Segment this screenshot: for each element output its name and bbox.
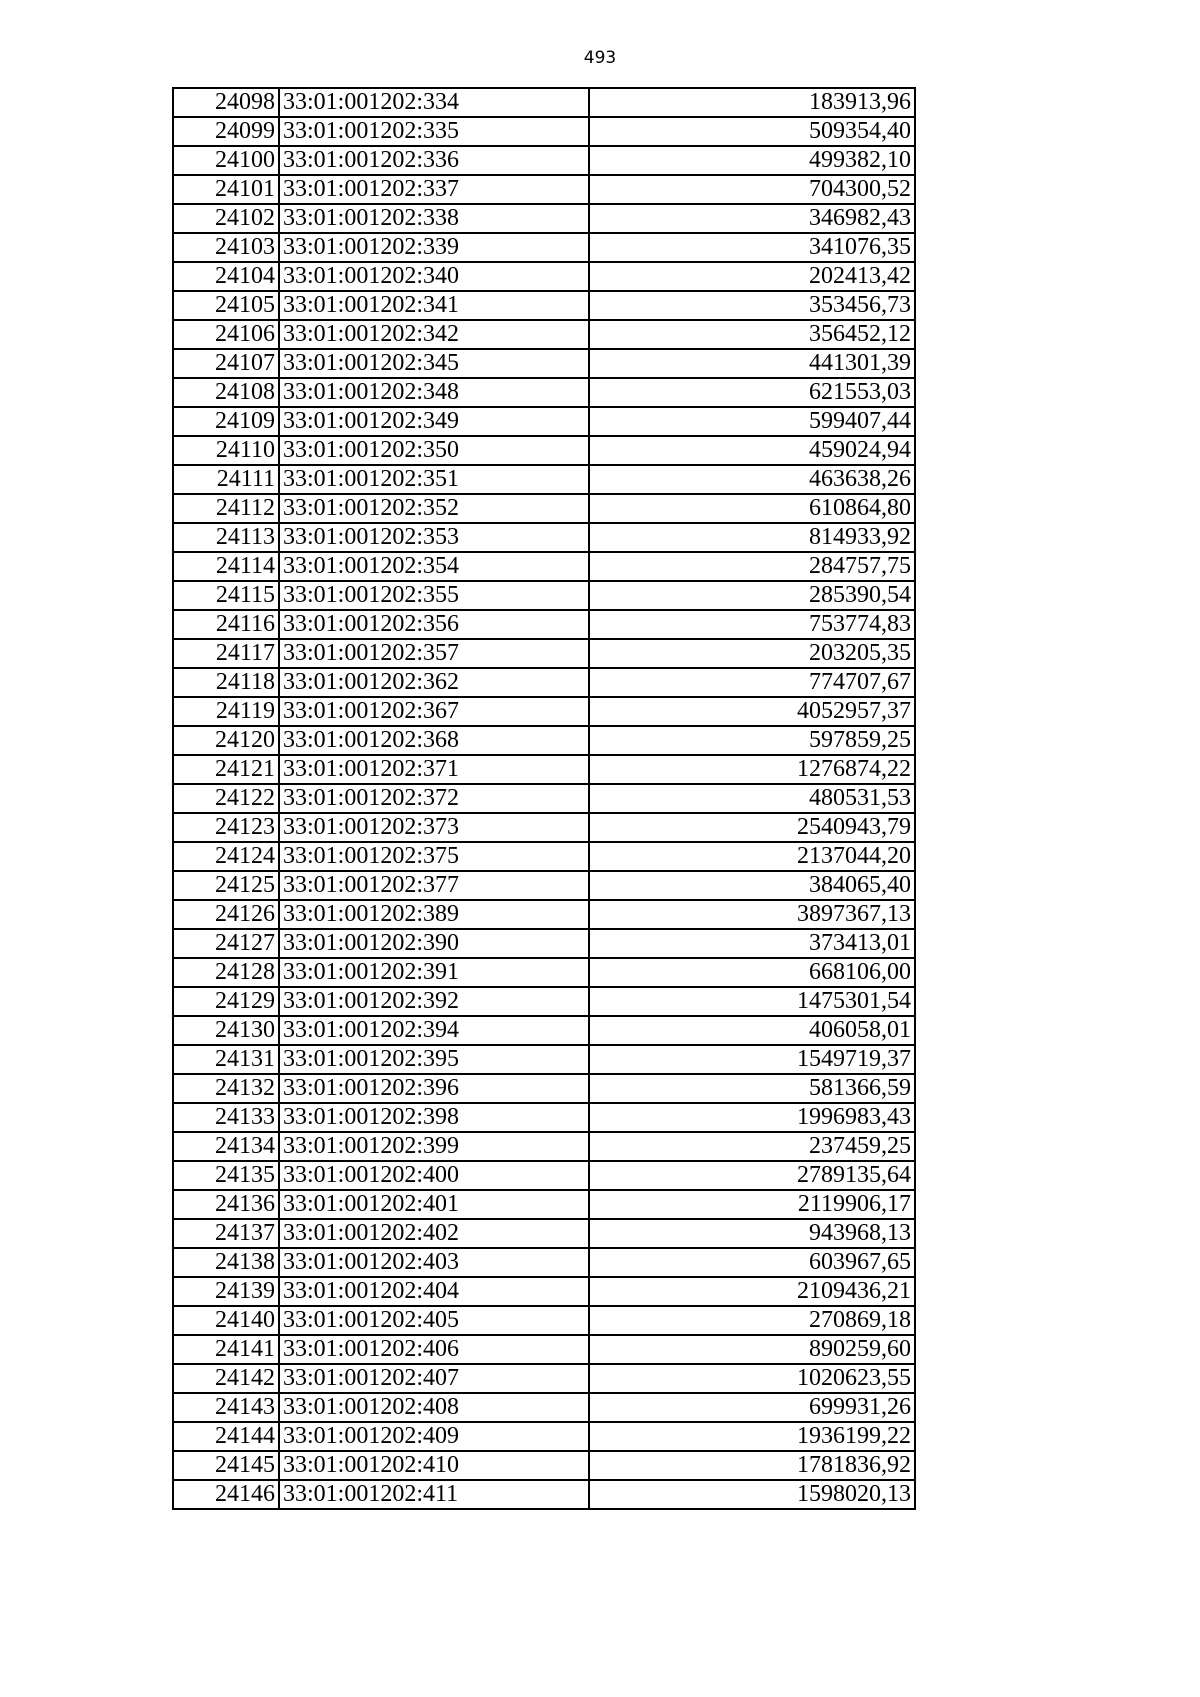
table-row [173,175,915,204]
table-row [173,726,915,755]
table-row [173,1364,915,1393]
cadastral-value-cell: 2109436,21 [589,1277,915,1306]
cadastral-number-cell: 33:01:001202:392 [279,987,589,1016]
cadastral-value-cell: 599407,44 [589,407,915,436]
row-number-cell: 24101 [173,175,279,204]
cadastral-value-cell: 1936199,22 [589,1422,915,1451]
cadastral-number-cell: 33:01:001202:401 [279,1190,589,1219]
cadastral-number-cell: 33:01:001202:405 [279,1306,589,1335]
row-number-cell: 24143 [173,1393,279,1422]
row-number-cell: 24140 [173,1306,279,1335]
cadastral-value-cell: 2119906,17 [589,1190,915,1219]
row-number-cell: 24142 [173,1364,279,1393]
table-row [173,1422,915,1451]
table-row [173,610,915,639]
row-number-cell: 24131 [173,1045,279,1074]
table-row [173,407,915,436]
cadastral-value-cell: 270869,18 [589,1306,915,1335]
cadastral-value-cell: 753774,83 [589,610,915,639]
cadastral-number-cell: 33:01:001202:334 [279,88,589,117]
row-number-cell: 24119 [173,697,279,726]
row-number-cell: 24135 [173,1161,279,1190]
table-row [173,1451,915,1480]
cadastral-value-cell: 814933,92 [589,523,915,552]
cadastral-value-cell: 581366,59 [589,1074,915,1103]
table-row [173,784,915,813]
cadastral-number-cell: 33:01:001202:377 [279,871,589,900]
row-number-cell: 24126 [173,900,279,929]
row-number-cell: 24145 [173,1451,279,1480]
cadastral-number-cell: 33:01:001202:348 [279,378,589,407]
cadastral-number-cell: 33:01:001202:396 [279,1074,589,1103]
cadastral-number-cell: 33:01:001202:356 [279,610,589,639]
table-row [173,581,915,610]
cadastral-value-cell: 1781836,92 [589,1451,915,1480]
row-number-cell: 24108 [173,378,279,407]
row-number-cell: 24102 [173,204,279,233]
table-row [173,1219,915,1248]
cadastral-number-cell: 33:01:001202:335 [279,117,589,146]
row-number-cell: 24106 [173,320,279,349]
table-row [173,1393,915,1422]
cadastral-value-cell: 4052957,37 [589,697,915,726]
row-number-cell: 24146 [173,1480,279,1509]
cadastral-value-cell: 2137044,20 [589,842,915,871]
table-row [173,291,915,320]
cadastral-number-cell: 33:01:001202:403 [279,1248,589,1277]
cadastral-number-cell: 33:01:001202:408 [279,1393,589,1422]
cadastral-number-cell: 33:01:001202:394 [279,1016,589,1045]
cadastral-value-cell: 621553,03 [589,378,915,407]
row-number-cell: 24136 [173,1190,279,1219]
table-row [173,233,915,262]
row-number-cell: 24129 [173,987,279,1016]
cadastral-value-cell: 610864,80 [589,494,915,523]
cadastral-number-cell: 33:01:001202:373 [279,813,589,842]
cadastral-value-cell: 2540943,79 [589,813,915,842]
cadastral-value-cell: 459024,94 [589,436,915,465]
row-number-cell: 24104 [173,262,279,291]
table-row [173,1016,915,1045]
cadastral-value-cell: 2789135,64 [589,1161,915,1190]
table-row [173,639,915,668]
row-number-cell: 24133 [173,1103,279,1132]
table-row [173,1335,915,1364]
cadastral-number-cell: 33:01:001202:372 [279,784,589,813]
table-row [173,1306,915,1335]
cadastral-number-cell: 33:01:001202:410 [279,1451,589,1480]
table-row [173,494,915,523]
table-row [173,842,915,871]
table-row [173,436,915,465]
row-number-cell: 24105 [173,291,279,320]
row-number-cell: 24137 [173,1219,279,1248]
cadastral-value-cell: 203205,35 [589,639,915,668]
cadastral-value-cell: 509354,40 [589,117,915,146]
row-number-cell: 24121 [173,755,279,784]
cadastral-number-cell: 33:01:001202:336 [279,146,589,175]
cadastral-number-cell: 33:01:001202:350 [279,436,589,465]
cadastral-value-cell: 1598020,13 [589,1480,915,1509]
cadastral-number-cell: 33:01:001202:367 [279,697,589,726]
cadastral-value-cell: 480531,53 [589,784,915,813]
cadastral-value-cell: 699931,26 [589,1393,915,1422]
cadastral-value-cell: 774707,67 [589,668,915,697]
table-row [173,146,915,175]
table-row [173,262,915,291]
row-number-cell: 24116 [173,610,279,639]
cadastral-number-cell: 33:01:001202:351 [279,465,589,494]
row-number-cell: 24123 [173,813,279,842]
cadastral-number-cell: 33:01:001202:409 [279,1422,589,1451]
table-row [173,1277,915,1306]
cadastral-number-cell: 33:01:001202:406 [279,1335,589,1364]
cadastral-value-cell: 463638,26 [589,465,915,494]
cadastral-number-cell: 33:01:001202:391 [279,958,589,987]
cadastral-value-cell: 284757,75 [589,552,915,581]
cadastral-number-cell: 33:01:001202:352 [279,494,589,523]
cadastral-number-cell: 33:01:001202:362 [279,668,589,697]
table-row [173,755,915,784]
row-number-cell: 24130 [173,1016,279,1045]
cadastral-value-cell: 1276874,22 [589,755,915,784]
cadastral-number-cell: 33:01:001202:349 [279,407,589,436]
row-number-cell: 24132 [173,1074,279,1103]
row-number-cell: 24122 [173,784,279,813]
cadastral-number-cell: 33:01:001202:341 [279,291,589,320]
cadastral-value-cell: 441301,39 [589,349,915,378]
cadastral-number-cell: 33:01:001202:357 [279,639,589,668]
cadastral-number-cell: 33:01:001202:353 [279,523,589,552]
page-number: 493 [583,48,617,68]
cadastral-value-cell: 384065,40 [589,871,915,900]
cadastral-value-cell: 1549719,37 [589,1045,915,1074]
row-number-cell: 24111 [173,465,279,494]
cadastral-number-cell: 33:01:001202:375 [279,842,589,871]
cadastral-number-cell: 33:01:001202:399 [279,1132,589,1161]
row-number-cell: 24118 [173,668,279,697]
cadastral-value-cell: 346982,43 [589,204,915,233]
table-row [173,1103,915,1132]
cadastral-number-cell: 33:01:001202:404 [279,1277,589,1306]
cadastral-number-cell: 33:01:001202:340 [279,262,589,291]
cadastral-number-cell: 33:01:001202:371 [279,755,589,784]
cadastral-number-cell: 33:01:001202:355 [279,581,589,610]
row-number-cell: 24141 [173,1335,279,1364]
table-row [173,929,915,958]
table-body [173,88,915,1509]
table-row [173,552,915,581]
row-number-cell: 24138 [173,1248,279,1277]
table-row [173,1074,915,1103]
cadastral-value-cell: 285390,54 [589,581,915,610]
table-row [173,958,915,987]
row-number-cell: 24144 [173,1422,279,1451]
row-number-cell: 24124 [173,842,279,871]
table-row [173,465,915,494]
row-number-cell: 24114 [173,552,279,581]
cadastral-number-cell: 33:01:001202:411 [279,1480,589,1509]
cadastral-value-cell: 668106,00 [589,958,915,987]
row-number-cell: 24128 [173,958,279,987]
table-row [173,1190,915,1219]
row-number-cell: 24098 [173,88,279,117]
table-row [173,523,915,552]
cadastral-number-cell: 33:01:001202:400 [279,1161,589,1190]
table-row [173,117,915,146]
table-row [173,1248,915,1277]
table-row [173,697,915,726]
row-number-cell: 24115 [173,581,279,610]
row-number-cell: 24127 [173,929,279,958]
cadastral-number-cell: 33:01:001202:368 [279,726,589,755]
cadastral-number-cell: 33:01:001202:338 [279,204,589,233]
table-row [173,349,915,378]
cadastral-value-cell: 373413,01 [589,929,915,958]
table-row [173,88,915,117]
cadastral-value-cell: 704300,52 [589,175,915,204]
row-number-cell: 24120 [173,726,279,755]
row-number-cell: 24100 [173,146,279,175]
cadastral-number-cell: 33:01:001202:342 [279,320,589,349]
cadastral-value-cell: 499382,10 [589,146,915,175]
cadastral-number-cell: 33:01:001202:402 [279,1219,589,1248]
table-row [173,1480,915,1509]
table-row [173,1045,915,1074]
row-number-cell: 24110 [173,436,279,465]
cadastral-value-table [172,87,916,1510]
cadastral-value-cell: 353456,73 [589,291,915,320]
cadastral-value-cell: 202413,42 [589,262,915,291]
cadastral-value-cell: 597859,25 [589,726,915,755]
cadastral-value-cell: 341076,35 [589,233,915,262]
row-number-cell: 24113 [173,523,279,552]
table-row [173,813,915,842]
row-number-cell: 24117 [173,639,279,668]
table-row [173,378,915,407]
row-number-cell: 24139 [173,1277,279,1306]
cadastral-number-cell: 33:01:001202:337 [279,175,589,204]
table-row [173,668,915,697]
row-number-cell: 24107 [173,349,279,378]
cadastral-number-cell: 33:01:001202:398 [279,1103,589,1132]
table-row [173,987,915,1016]
row-number-cell: 24109 [173,407,279,436]
row-number-cell: 24103 [173,233,279,262]
cadastral-value-cell: 356452,12 [589,320,915,349]
cadastral-number-cell: 33:01:001202:389 [279,900,589,929]
cadastral-value-cell: 603967,65 [589,1248,915,1277]
cadastral-value-cell: 1996983,43 [589,1103,915,1132]
table-row [173,320,915,349]
cadastral-value-cell: 1475301,54 [589,987,915,1016]
cadastral-number-cell: 33:01:001202:354 [279,552,589,581]
table-row [173,1161,915,1190]
cadastral-value-cell: 406058,01 [589,1016,915,1045]
table-row [173,1132,915,1161]
cadastral-number-cell: 33:01:001202:339 [279,233,589,262]
table-row [173,900,915,929]
table-row [173,204,915,233]
row-number-cell: 24099 [173,117,279,146]
row-number-cell: 24112 [173,494,279,523]
cadastral-number-cell: 33:01:001202:345 [279,349,589,378]
cadastral-value-cell: 3897367,13 [589,900,915,929]
cadastral-value-cell: 237459,25 [589,1132,915,1161]
row-number-cell: 24125 [173,871,279,900]
table-row [173,871,915,900]
row-number-cell: 24134 [173,1132,279,1161]
cadastral-value-cell: 1020623,55 [589,1364,915,1393]
cadastral-value-cell: 183913,96 [589,88,915,117]
cadastral-number-cell: 33:01:001202:395 [279,1045,589,1074]
cadastral-value-cell: 890259,60 [589,1335,915,1364]
cadastral-number-cell: 33:01:001202:390 [279,929,589,958]
cadastral-value-cell: 943968,13 [589,1219,915,1248]
cadastral-number-cell: 33:01:001202:407 [279,1364,589,1393]
